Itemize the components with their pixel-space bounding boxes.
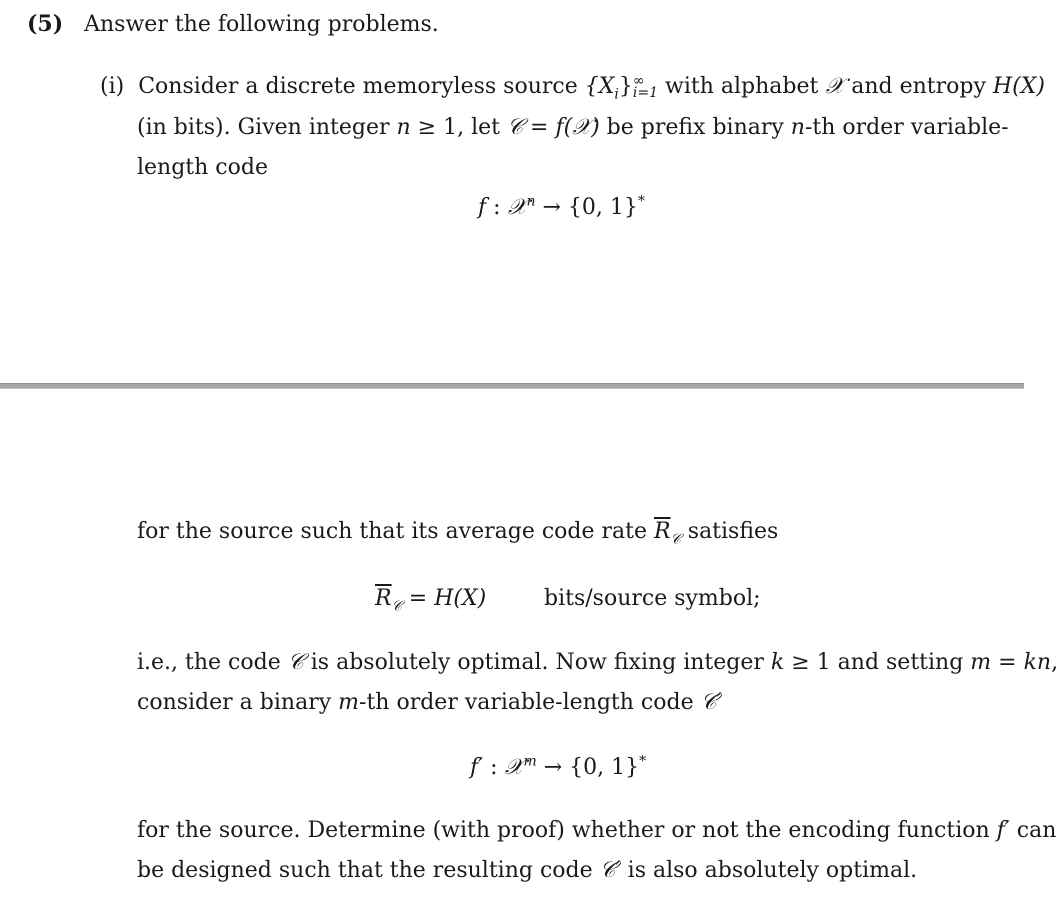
math-span: k bbox=[770, 650, 785, 675]
equation-2 bbox=[375, 585, 486, 613]
text-span: consider a binary bbox=[137, 690, 339, 715]
continuation-line-4 bbox=[137, 518, 778, 546]
text-span: for the source. Determine (with proof) whether or not the encoding function bbox=[137, 818, 997, 843]
math-span: } bbox=[618, 74, 633, 99]
math-span: 𝒳 bbox=[504, 755, 524, 780]
math-span: n bbox=[396, 115, 411, 140]
text-span: can bbox=[1009, 818, 1057, 843]
text-span: Consider a discrete memoryless source bbox=[138, 74, 585, 99]
text-span: = bbox=[991, 650, 1024, 675]
text-span: → {0, 1} bbox=[535, 195, 638, 220]
text-span: be prefix binary bbox=[599, 115, 791, 140]
math-span: 𝒞 bbox=[287, 650, 304, 675]
text-span: bits/source symbol; bbox=[544, 586, 761, 611]
math-span: 𝒞′ bbox=[599, 858, 621, 883]
problem-heading-text: Answer the following problems. bbox=[84, 12, 439, 37]
math-limits bbox=[633, 75, 658, 99]
continuation-line-5 bbox=[137, 649, 1058, 677]
text-span: (in bits). Given integer bbox=[137, 115, 397, 140]
text-span: satisfies bbox=[680, 519, 779, 544]
text-span: be designed such that the resulting code bbox=[137, 858, 600, 883]
part-i-line-2 bbox=[137, 114, 1009, 142]
text-span: → {0, 1} bbox=[536, 755, 640, 780]
text-span: for the source such that its average code rate bbox=[137, 519, 654, 544]
equation-1 bbox=[478, 194, 645, 222]
part-i-label: (i) bbox=[100, 74, 125, 99]
math-sup: ∞ bbox=[632, 73, 645, 89]
math-span: f bbox=[478, 195, 487, 220]
math-span: $\overline{R}$ bbox=[653, 519, 671, 544]
problem-heading bbox=[27, 10, 439, 39]
math-span: m bbox=[970, 650, 992, 675]
equation-3 bbox=[470, 754, 646, 782]
text-span: : bbox=[486, 195, 508, 220]
math-sup: * bbox=[639, 753, 647, 770]
text-span: length code bbox=[137, 155, 268, 180]
text-span: with alphabet bbox=[658, 74, 826, 99]
math-span: f′ bbox=[996, 818, 1010, 843]
text-span: : bbox=[483, 755, 505, 780]
continuation-line-6 bbox=[137, 689, 722, 717]
continuation-line-7 bbox=[137, 817, 1056, 845]
continuation-line-8 bbox=[137, 857, 917, 885]
math-sup: * bbox=[637, 193, 645, 210]
text-span: , bbox=[1051, 650, 1058, 675]
text-span: = bbox=[401, 586, 435, 611]
math-span: 𝒳 bbox=[507, 195, 527, 220]
text-span: -th order variable- bbox=[804, 115, 1009, 140]
problem-number: (5) bbox=[27, 11, 64, 37]
math-sub: 𝒞 bbox=[391, 598, 402, 615]
text-span: i.e., the code bbox=[137, 650, 288, 675]
math-span: 𝒞′ bbox=[700, 690, 722, 715]
math-span: $\overline{R}$ bbox=[375, 586, 392, 611]
text-span: is absolutely optimal. Now fixing integer bbox=[303, 650, 771, 675]
math-span: H(X) bbox=[992, 74, 1045, 99]
math-span: 𝒳 bbox=[825, 74, 845, 99]
math-span: kn bbox=[1023, 650, 1052, 675]
math-sup: n bbox=[526, 193, 536, 210]
math-sub: 𝒞 bbox=[670, 531, 681, 548]
text-span: ≥ 1, let bbox=[410, 115, 507, 140]
math-sub: i bbox=[614, 86, 619, 103]
math-span: H(X) bbox=[434, 586, 487, 611]
math-span: 𝒞 bbox=[506, 115, 524, 140]
math-span: m bbox=[338, 690, 360, 715]
part-i-line-3 bbox=[137, 154, 268, 182]
page-divider bbox=[0, 383, 1024, 389]
text-span: and entropy bbox=[844, 74, 993, 99]
math-span: f(𝒳) bbox=[555, 115, 600, 140]
math-span: n bbox=[790, 115, 805, 140]
math-span: {X bbox=[584, 74, 615, 99]
text-span: ≥ 1 and setting bbox=[784, 650, 971, 675]
text-span: = bbox=[523, 115, 556, 140]
math-sup: m bbox=[523, 753, 537, 770]
math-span: f′ bbox=[470, 755, 484, 780]
text-span: -th order variable-length code bbox=[359, 690, 701, 715]
equation-2-units bbox=[544, 585, 761, 613]
text-span: is also absolutely optimal. bbox=[620, 858, 918, 883]
part-i-line-1 bbox=[100, 73, 1045, 101]
math-sub: i=1 bbox=[632, 85, 659, 101]
